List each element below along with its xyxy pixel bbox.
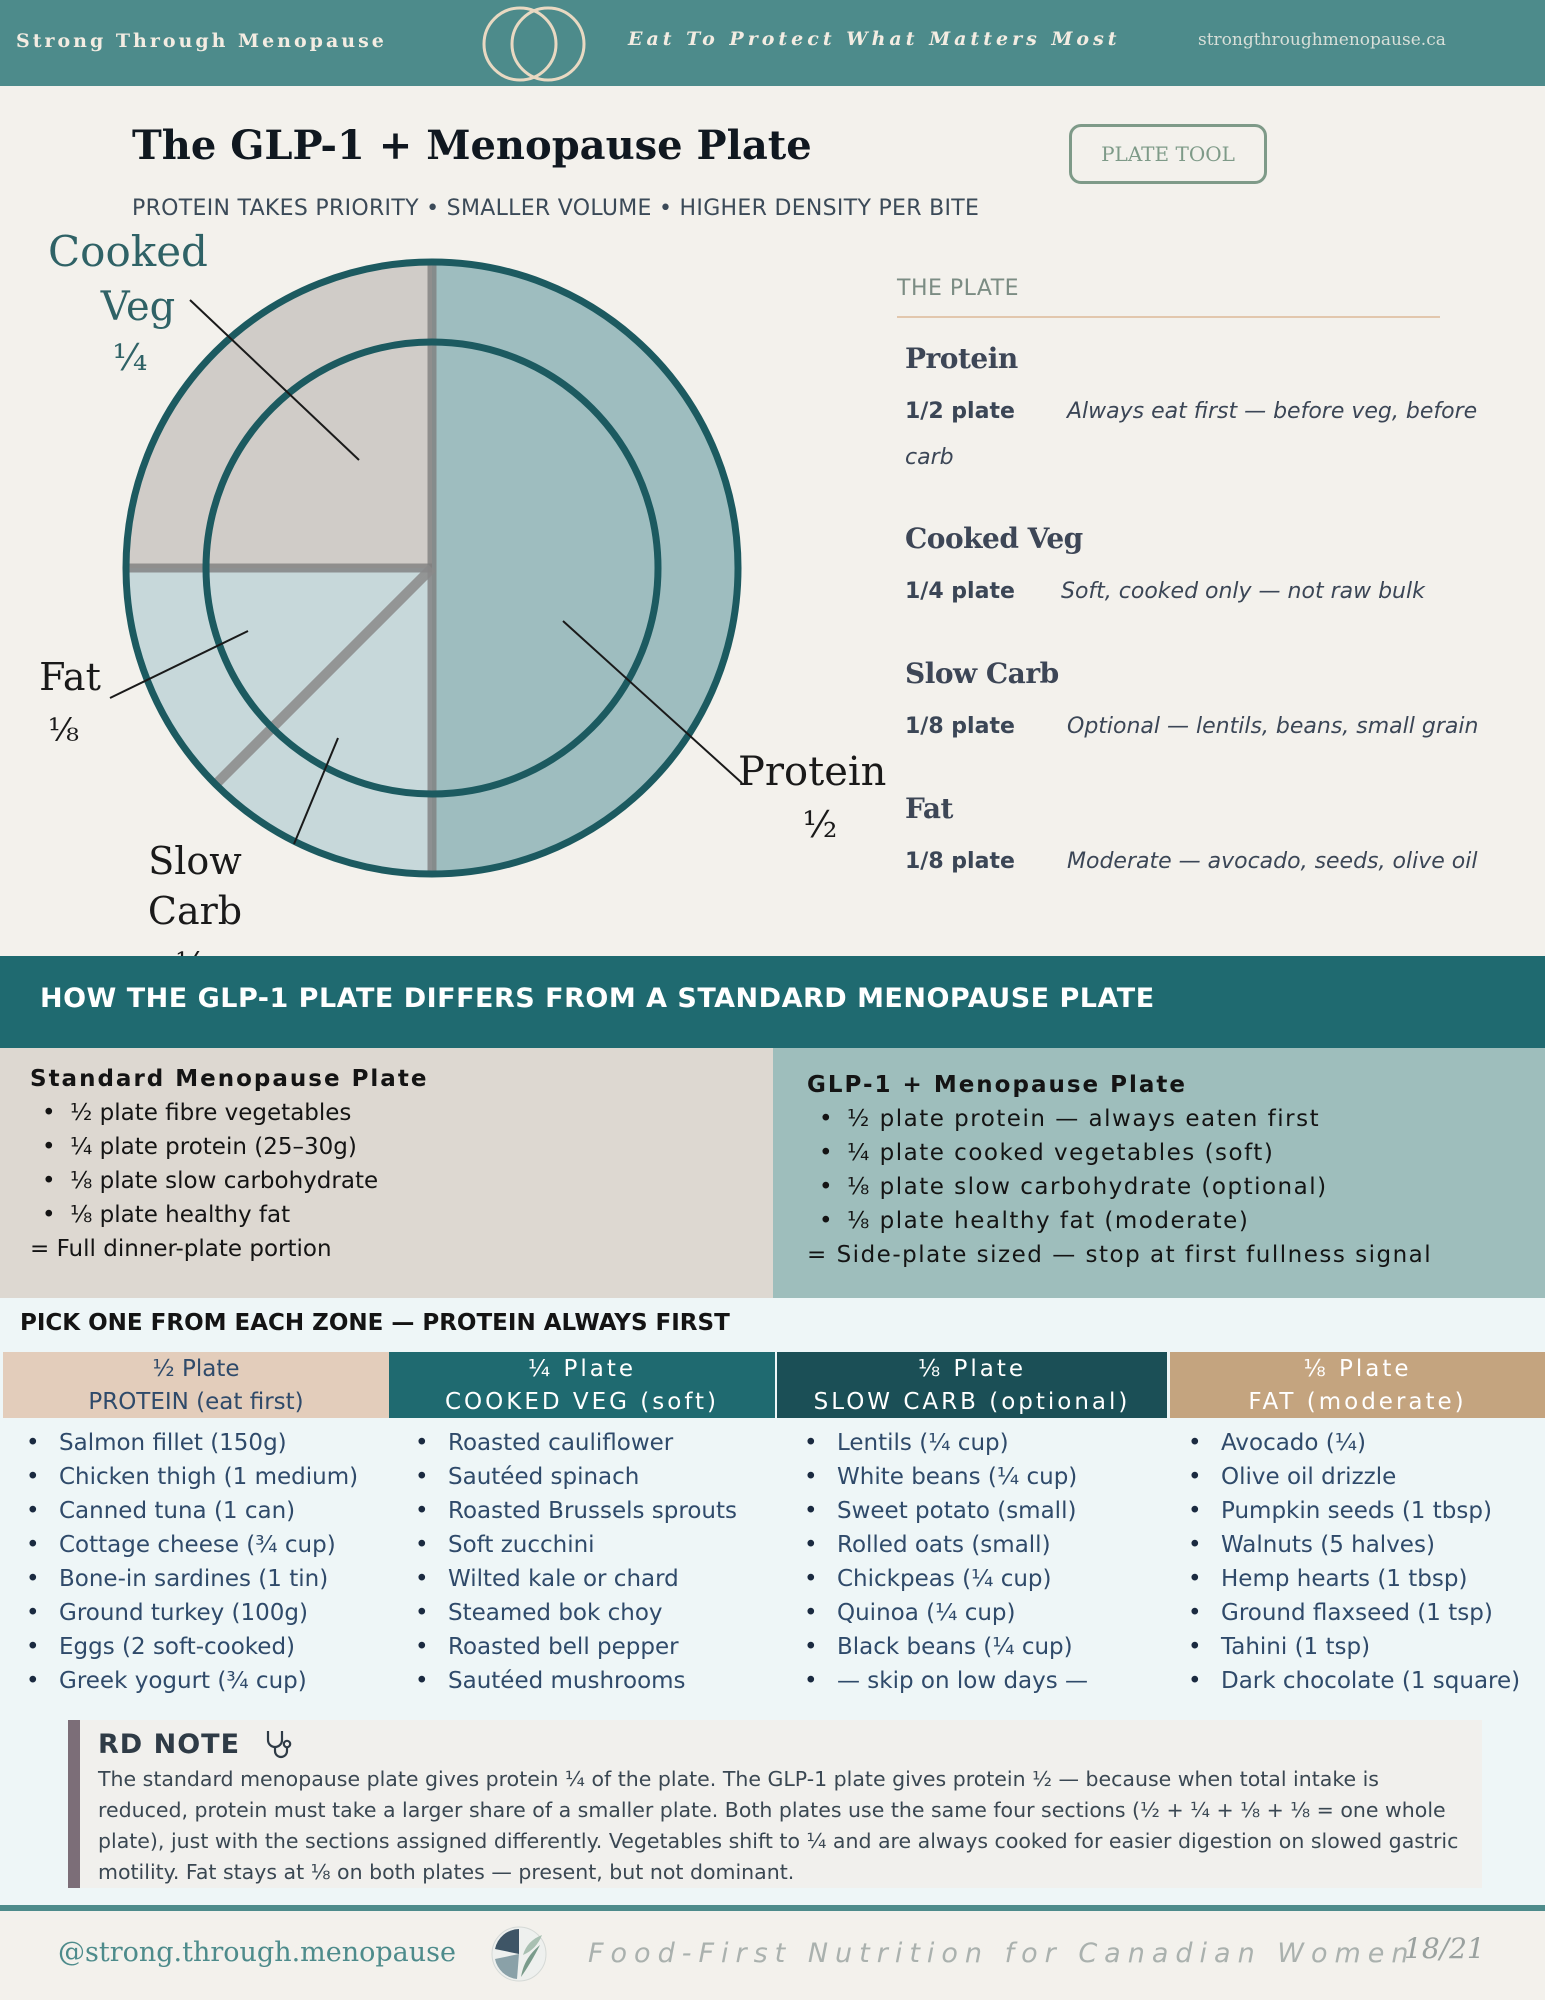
zone-header-line1: ⅛ Plate: [917, 1356, 1027, 1382]
veg-label-name-1: Cooked: [48, 227, 208, 276]
plate-list-divider: [897, 316, 1440, 318]
zone-food-item: • Tahini (1 tsp): [1188, 1630, 1520, 1664]
rings-logo-icon: [478, 4, 590, 84]
plate-item-amount: 1/2 plate: [905, 399, 1015, 424]
header-url[interactable]: strongthroughmenopause.ca: [1198, 30, 1446, 50]
stethoscope-icon: [262, 1728, 294, 1760]
zone-food-item: • Greek yogurt (¾ cup): [26, 1664, 358, 1698]
page-number: 18/21: [1404, 1932, 1485, 1965]
carb-label-name: Slow Carb: [147, 839, 243, 933]
zone-list-carb: [804, 1426, 1088, 1698]
plate-item-name: Cooked Veg: [905, 522, 1083, 555]
zone-food-item: • Lentils (¼ cup): [804, 1426, 1088, 1460]
footer-tagline: Food-First Nutrition for Canadian Women: [588, 1938, 1416, 1969]
veg-label-fraction: ¼: [112, 338, 148, 379]
plate-item-amount: 1/8 plate: [905, 714, 1015, 739]
plate-tool-badge: PLATE TOOL: [1069, 124, 1267, 184]
plate-item-name: Protein: [905, 342, 1018, 375]
plate-list-item: [905, 342, 1505, 481]
page-subtitle: PROTEIN TAKES PRIORITY • SMALLER VOLUME • HIGHER DENSITY PER BITE: [132, 196, 980, 221]
protein-label-fraction: ½: [802, 805, 838, 846]
zone-food-item: • Sautéed spinach: [415, 1460, 737, 1494]
protein-label-name: Protein: [738, 749, 887, 795]
zone-header-carb: [777, 1352, 1167, 1418]
glp1-plate-item: • ½ plate protein — always eaten first: [807, 1102, 1511, 1136]
standard-plate-item: • ⅛ plate slow carbohydrate: [30, 1164, 743, 1198]
zone-food-item: • Roasted bell pepper: [415, 1630, 737, 1664]
header-bar: [0, 0, 1545, 86]
glp1-plate-panel: [773, 1048, 1545, 1298]
zone-food-item: • Roasted Brussels sprouts: [415, 1494, 737, 1528]
zone-food-item: • Chickpeas (¼ cup): [804, 1562, 1088, 1596]
zone-list-protein: [26, 1426, 358, 1698]
zone-food-item: • Black beans (¼ cup): [804, 1630, 1088, 1664]
rd-note-title: RD NOTE: [98, 1728, 241, 1760]
zone-header-protein: [3, 1352, 389, 1418]
glp1-plate-title: GLP-1 + Menopause Plate: [807, 1072, 1187, 1098]
fat-label-fraction: ⅛: [48, 711, 80, 749]
veg-label-name-2: Veg: [100, 284, 176, 330]
footer-divider: [0, 1905, 1545, 1911]
standard-plate-panel: [0, 1048, 773, 1298]
plate-item-amount: 1/4 plate: [905, 579, 1015, 604]
veg-label: [48, 226, 208, 382]
zone-food-item: • Canned tuna (1 can): [26, 1494, 358, 1528]
glp1-plate-item: • ¼ plate cooked vegetables (soft): [807, 1136, 1511, 1170]
zone-header-line1: ¼ Plate: [527, 1356, 637, 1382]
plate-list-item: [905, 657, 1505, 750]
rd-note: [68, 1720, 1482, 1888]
zone-food-item: • Roasted cauliflower: [415, 1426, 737, 1460]
protein-label: [738, 746, 887, 854]
rd-note-body: The standard menopause plate gives protein ¼ of the plate. The GLP-1 plate gives protein ½ — because when total intake is reduced, protein must take a larger share of a smaller plate. Both plates use the same four sections (½ + ¼ + ⅛ + ⅛ = one whole plate), just with the sections assigned differently. Vegetables shift to ¼ and are always cooked for easier digestion on slowed gastric motility. Fat stays at ⅛ on both plates — present, but not dominant.: [98, 1767, 1459, 1884]
zone-food-item: • Walnuts (5 halves): [1188, 1528, 1520, 1562]
zone-food-item: • Steamed bok choy: [415, 1596, 737, 1630]
zone-list-veg: [415, 1426, 737, 1698]
leaf-logo-icon: [490, 1925, 548, 1983]
zone-food-item: • Ground flaxseed (1 tsp): [1188, 1596, 1520, 1630]
zone-header-line2: PROTEIN (eat first): [88, 1389, 304, 1415]
zone-food-item: • Dark chocolate (1 square): [1188, 1664, 1520, 1698]
standard-plate-item: • ¼ plate protein (25–30g): [30, 1130, 743, 1164]
plate-list-heading: THE PLATE: [897, 276, 1020, 301]
zone-food-item: • Quinoa (¼ cup): [804, 1596, 1088, 1630]
plate-item-description: Always eat first — before veg, before carb: [905, 399, 1478, 470]
plate-item-name: Slow Carb: [905, 657, 1059, 690]
zone-food-item: • Sweet potato (small): [804, 1494, 1088, 1528]
zone-food-item: • Avocado (¼): [1188, 1426, 1520, 1460]
page-title: The GLP-1 + Menopause Plate: [132, 122, 812, 169]
zone-header-line2: FAT (moderate): [1248, 1389, 1467, 1415]
zone-food-item: • Ground turkey (100g): [26, 1596, 358, 1630]
zone-header-line1: ⅛ Plate: [1303, 1356, 1412, 1382]
zone-header-line1: ½ Plate: [152, 1356, 240, 1382]
compare-banner: HOW THE GLP-1 PLATE DIFFERS FROM A STANDARD MENOPAUSE PLATE: [0, 956, 1545, 1048]
zone-food-item: • Eggs (2 soft-cooked): [26, 1630, 358, 1664]
zone-header-line2: COOKED VEG (soft): [444, 1389, 719, 1415]
glp1-plate-footer: = Side-plate sized — stop at first fullness signal: [807, 1242, 1433, 1268]
zone-food-item: • White beans (¼ cup): [804, 1460, 1088, 1494]
zone-food-item: • Olive oil drizzle: [1188, 1460, 1520, 1494]
zone-food-item: • Cottage cheese (¾ cup): [26, 1528, 358, 1562]
standard-plate-item: • ½ plate fibre vegetables: [30, 1096, 743, 1130]
plate-item-description: Moderate — avocado, seeds, olive oil: [1067, 849, 1478, 874]
plate-list-item: [905, 522, 1505, 615]
zone-list-fat: [1188, 1426, 1520, 1698]
zones-title: PICK ONE FROM EACH ZONE — PROTEIN ALWAYS FIRST: [20, 1310, 730, 1336]
zone-header-veg: [389, 1352, 775, 1418]
zone-header-fat: [1170, 1352, 1545, 1418]
zone-food-item: • Rolled oats (small): [804, 1528, 1088, 1562]
standard-plate-footer: = Full dinner-plate portion: [30, 1236, 332, 1262]
plate-item-name: Fat: [905, 792, 953, 825]
social-handle[interactable]: @strong.through.menopause: [58, 1937, 456, 1968]
zone-header-line2: SLOW CARB (optional): [813, 1389, 1131, 1415]
zone-food-item: • Soft zucchini: [415, 1528, 737, 1562]
glp1-plate-item: • ⅛ plate healthy fat (moderate): [807, 1204, 1511, 1238]
zone-food-item: • Wilted kale or chard: [415, 1562, 737, 1596]
zone-food-item: • Bone-in sardines (1 tin): [26, 1562, 358, 1596]
standard-plate-item: • ⅛ plate healthy fat: [30, 1198, 743, 1232]
glp1-plate-item: • ⅛ plate slow carbohydrate (optional): [807, 1170, 1511, 1204]
plate-item-amount: 1/8 plate: [905, 849, 1015, 874]
zone-food-item: • Hemp hearts (1 tbsp): [1188, 1562, 1520, 1596]
fat-label-name: Fat: [39, 655, 101, 699]
plate-item-description: Optional — lentils, beans, small grain: [1067, 714, 1479, 739]
plate-list-item: [905, 792, 1505, 885]
plate-item-description: Soft, cooked only — not raw bulk: [1061, 579, 1425, 604]
header-tagline: Eat To Protect What Matters Most: [628, 28, 1121, 50]
zone-food-item: • Pumpkin seeds (1 tbsp): [1188, 1494, 1520, 1528]
zone-food-item: • Chicken thigh (1 medium): [26, 1460, 358, 1494]
brand-name: Strong Through Menopause: [16, 30, 387, 52]
plate-protein-wedge: [432, 262, 738, 874]
zone-food-item: • Salmon fillet (150g): [26, 1426, 358, 1460]
zone-food-item: • — skip on low days —: [804, 1664, 1088, 1698]
standard-plate-title: Standard Menopause Plate: [30, 1066, 429, 1092]
zone-food-item: • Sautéed mushrooms: [415, 1664, 737, 1698]
fat-label: [30, 652, 110, 758]
